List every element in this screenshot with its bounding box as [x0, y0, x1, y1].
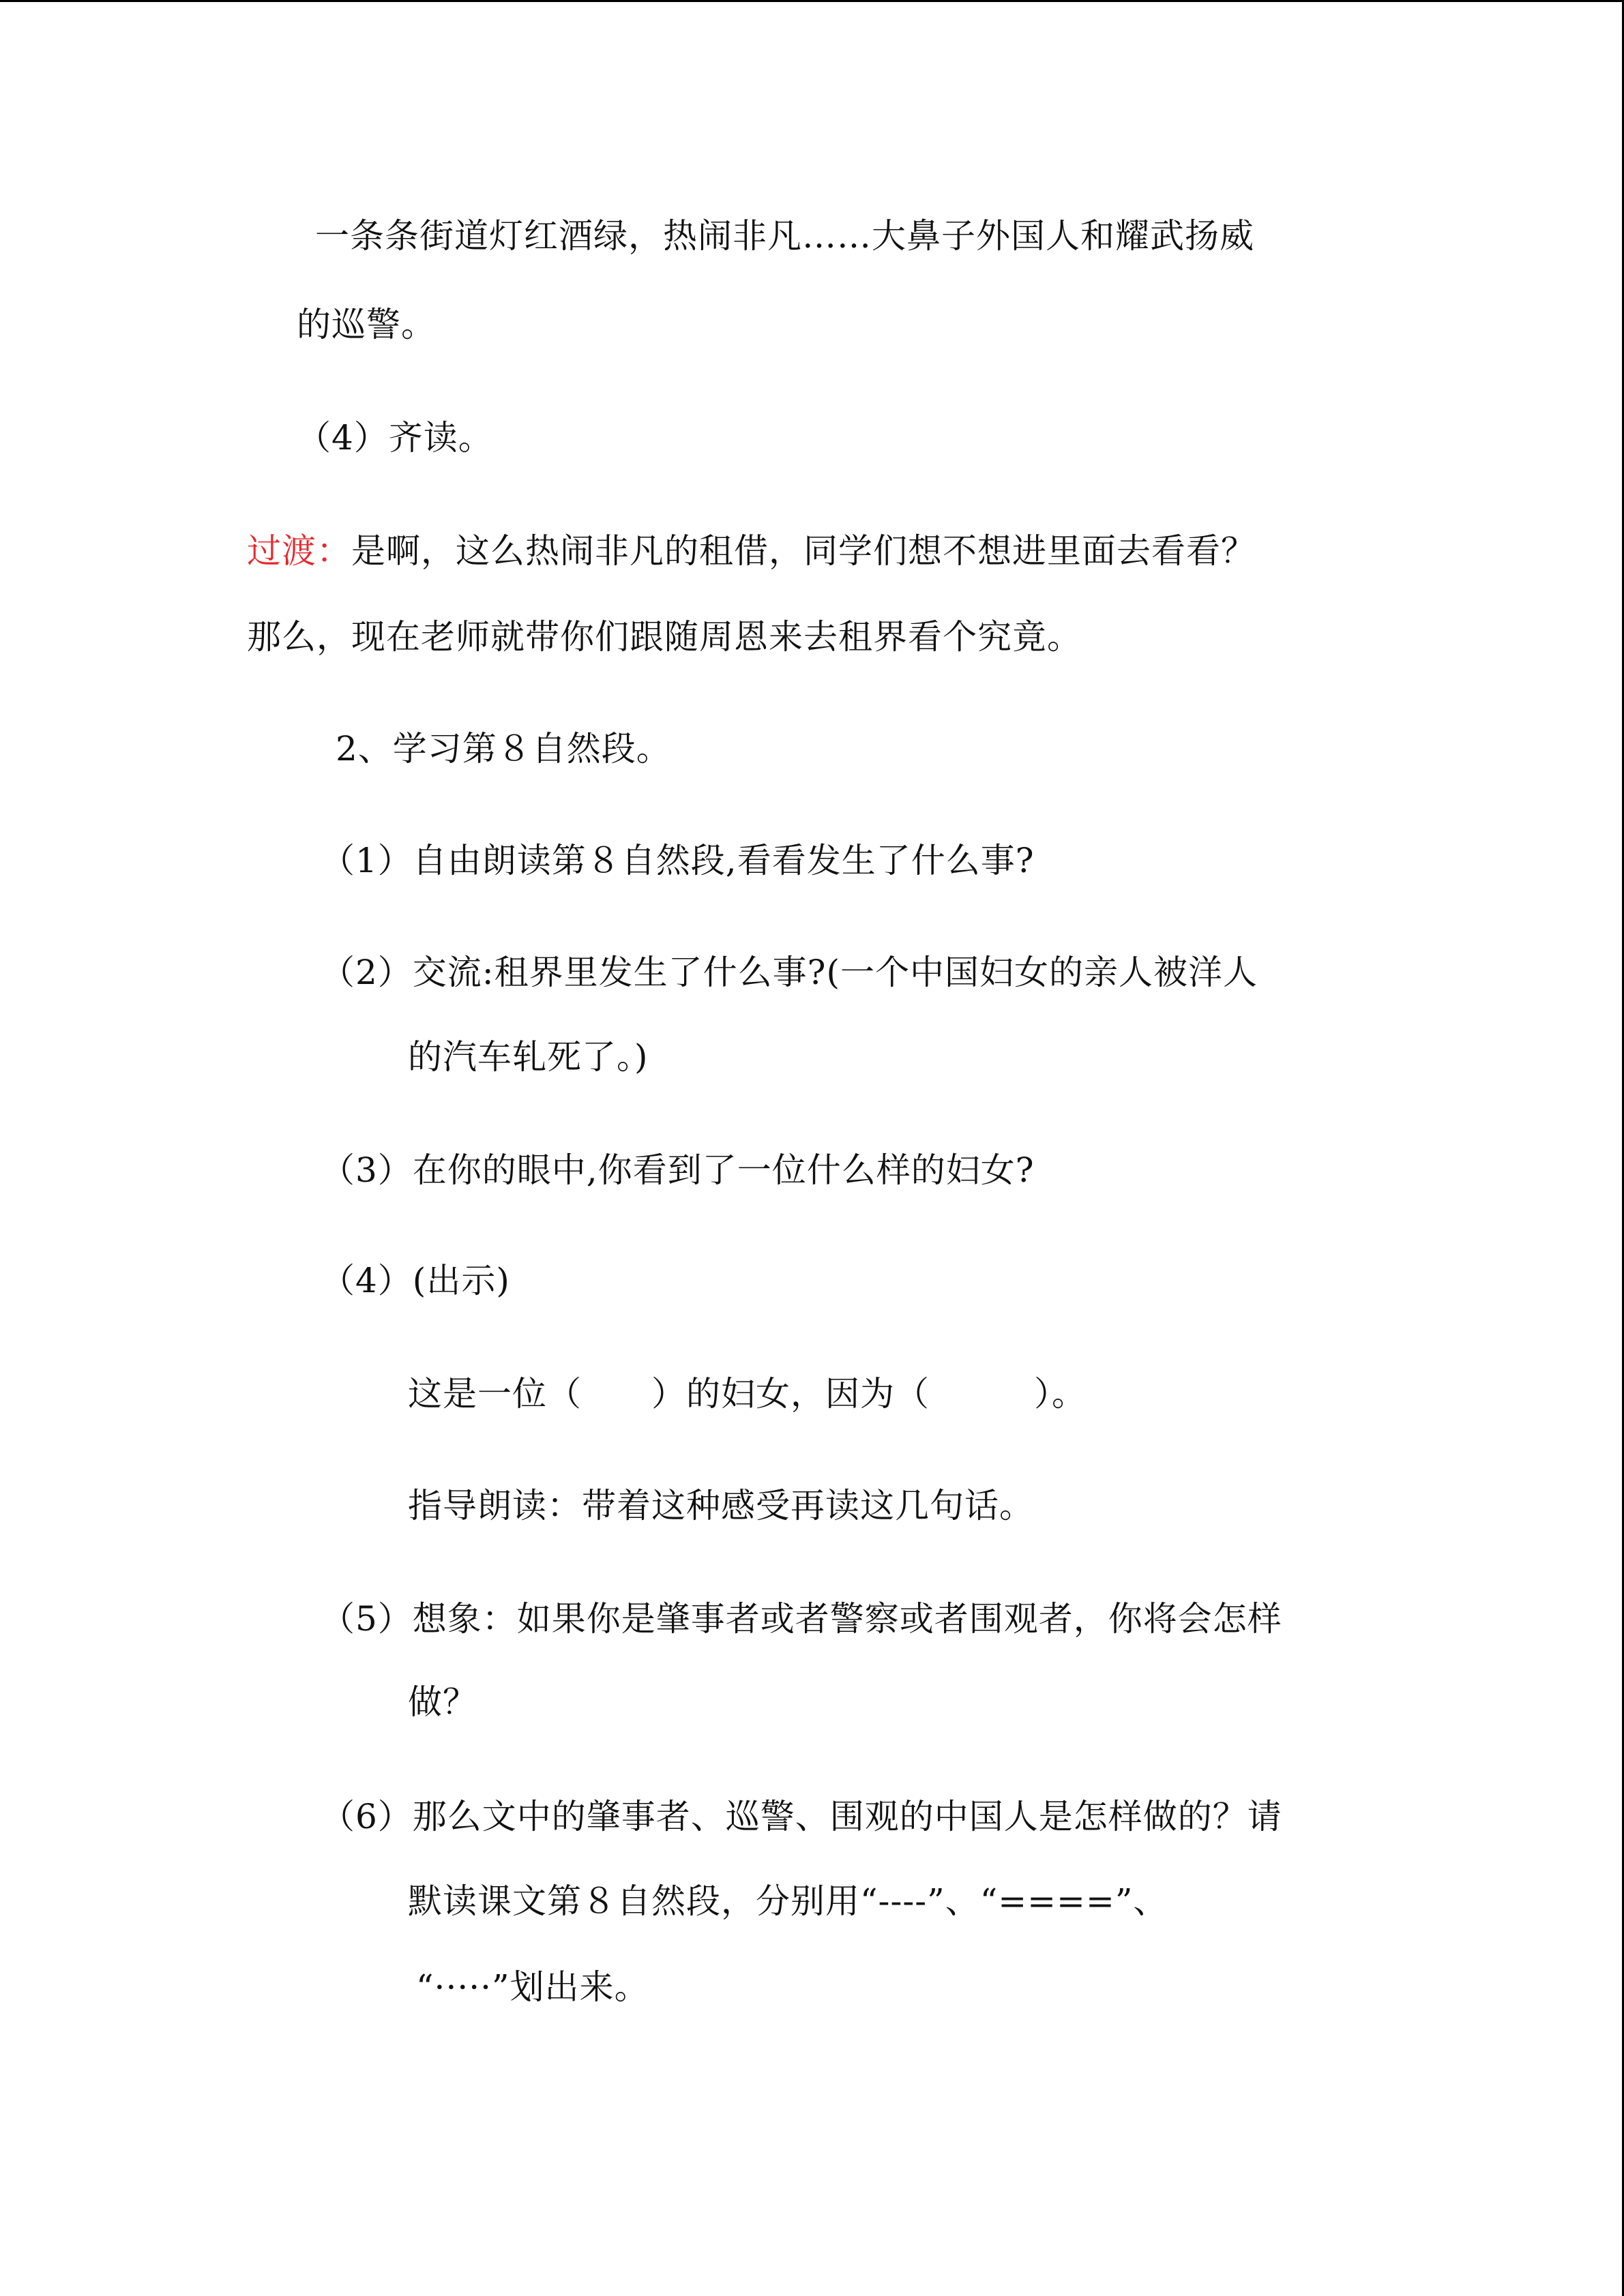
text-line: （6）那么文中的肇事者、巡警、围观的中国人是怎样做的？请 — [321, 1797, 1282, 1836]
text-line: 那么，现在老师就带你们跟随周恩来去租界看个究竟。 — [247, 617, 1082, 657]
text-line: （1）自由朗读第８自然段,看看发生了什么事? — [321, 841, 1035, 880]
text-line: 的汽车轧死了。) — [408, 1037, 649, 1077]
text-line: 一条条街道灯红酒绿，热闹非凡……大鼻子外国人和耀武扬威 — [315, 216, 1254, 256]
transition-text: 是啊，这么热闹非凡的租借，同学们想不想进里面去看看？ — [351, 531, 1256, 571]
text-line: （5）想象：如果你是肇事者或者警察或者围观者，你将会怎样 — [321, 1599, 1282, 1639]
transition-label: 过渡： — [247, 531, 351, 571]
text-line: （4）(出示) — [321, 1261, 510, 1300]
transition-line — [247, 531, 1256, 571]
text-line: 这是一位（ ）的妇女，因为（ ）。 — [408, 1374, 1087, 1414]
page-border-top — [0, 0, 1624, 2]
text-line: 做？ — [408, 1682, 477, 1722]
text-line: （3）在你的眼中,你看到了一位什么样的妇女? — [321, 1150, 1035, 1190]
text-line: 的巡警。 — [297, 305, 436, 344]
text-line: 指导朗读：带着这种感受再读这几句话。 — [408, 1486, 1034, 1525]
text-line: “·····”划出来。 — [416, 1967, 649, 2007]
section-heading: 2、学习第８自然段。 — [336, 729, 671, 769]
text-line: （2）交流:租界里发生了什么事?(一个中国妇女的亲人被洋人 — [321, 953, 1258, 992]
text-line: 默读课文第８自然段，分别用“----”、“====”、 — [408, 1881, 1168, 1921]
text-line: （4）齐读。 — [297, 418, 493, 458]
